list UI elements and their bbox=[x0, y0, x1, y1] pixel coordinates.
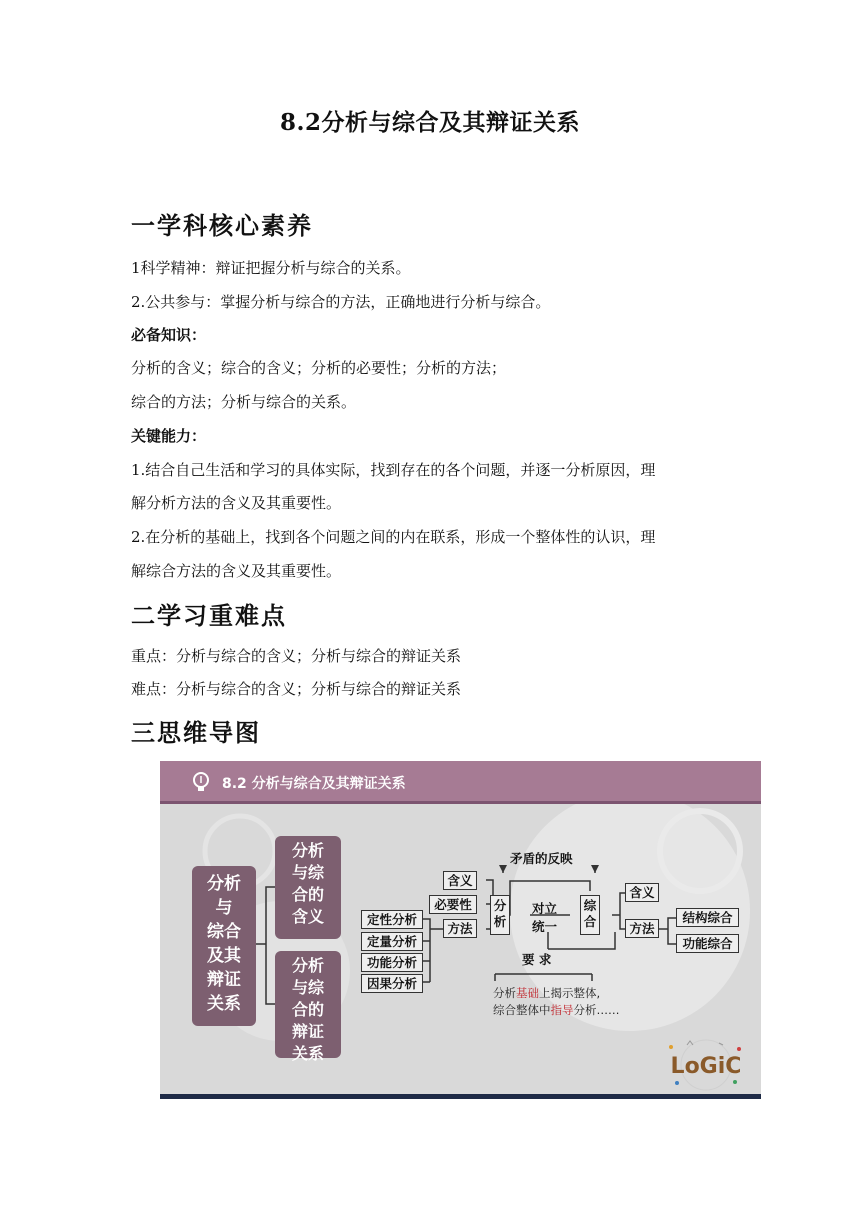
method-qualitative: 定性分析 bbox=[361, 910, 423, 929]
mind-map-title: 8.2 分析与综合及其辩证关系 bbox=[222, 776, 406, 792]
branch-relation-node: 分析 与综 合的 辩证 关系 bbox=[275, 951, 341, 1058]
synthesis-method-node: 方法 bbox=[625, 919, 659, 938]
difficult-point-line: 难点：分析与综合的含义；分析与综合的辩证关系 bbox=[131, 680, 462, 698]
analysis-meaning-node: 含义 bbox=[443, 871, 477, 890]
ability-label: 关键能力： bbox=[131, 427, 207, 445]
method-quantitative: 定量分析 bbox=[361, 932, 423, 951]
method-functional: 功能分析 bbox=[361, 953, 423, 972]
mind-map-image bbox=[160, 761, 761, 1099]
knowledge-line-2: 综合的方法；分析与综合的关系。 bbox=[131, 393, 357, 411]
branch-meaning-node: 分析 与综 合的 含义 bbox=[275, 836, 341, 939]
note-line-1: 分析基础上揭示整体, bbox=[493, 986, 601, 1000]
analysis-necessity-node: 必要性 bbox=[429, 895, 477, 914]
method-causal: 因果分析 bbox=[361, 974, 423, 993]
literacy-line-2: 2.公共参与：掌握分析与综合的方法，正确地进行分析与综合。 bbox=[131, 293, 551, 311]
analysis-method-node: 方法 bbox=[443, 919, 477, 938]
key-point-line: 重点：分析与综合的含义；分析与综合的辩证关系 bbox=[131, 647, 462, 665]
requirement-label: 要 求 bbox=[522, 952, 552, 967]
ability-line-2b: 解综合方法的含义及其重要性。 bbox=[131, 562, 342, 580]
knowledge-label: 必备知识： bbox=[131, 326, 207, 344]
svg-text:LoGiC: LoGiC bbox=[670, 1054, 742, 1079]
logic-logo-icon bbox=[657, 1035, 755, 1093]
structural-synthesis-node: 结构综合 bbox=[676, 908, 739, 927]
opposition-label: 对立 bbox=[532, 901, 558, 916]
mind-map-bottom-bar bbox=[160, 1094, 761, 1099]
synthesis-meaning-node: 含义 bbox=[625, 883, 659, 902]
contradiction-label: 矛盾的反映 bbox=[510, 851, 573, 866]
ability-line-1b: 解分析方法的含义及其重要性。 bbox=[131, 494, 342, 512]
functional-synthesis-node: 功能综合 bbox=[676, 934, 739, 953]
mind-map-root-node: 分析 与 综合 及其 辩证 关系 bbox=[192, 866, 256, 1026]
section-heading-key-difficult: 二学习重难点 bbox=[131, 602, 287, 630]
document-title: 8.2分析与综合及其辩证关系 bbox=[279, 109, 580, 136]
ability-line-2a: 2.在分析的基础上，找到各个问题之间的内在联系，形成一个整体性的认识，理 bbox=[131, 528, 656, 546]
analysis-node: 分析 bbox=[490, 895, 510, 935]
unity-label: 统一 bbox=[532, 919, 558, 934]
ability-line-1a: 1.结合自己生活和学习的具体实际，找到存在的各个问题，并逐一分析原因，理 bbox=[131, 461, 656, 479]
literacy-line-1: 1科学精神：辩证把握分析与综合的关系。 bbox=[131, 259, 411, 277]
knowledge-line-1: 分析的含义；综合的含义；分析的必要性；分析的方法； bbox=[131, 359, 507, 377]
synthesis-node: 综合 bbox=[580, 895, 600, 935]
note-line-2: 综合整体中指导分析…… bbox=[493, 1003, 620, 1017]
section-heading-core-literacy: 一学科核心素养 bbox=[131, 212, 313, 240]
section-heading-mind-map: 三思维导图 bbox=[131, 719, 261, 747]
